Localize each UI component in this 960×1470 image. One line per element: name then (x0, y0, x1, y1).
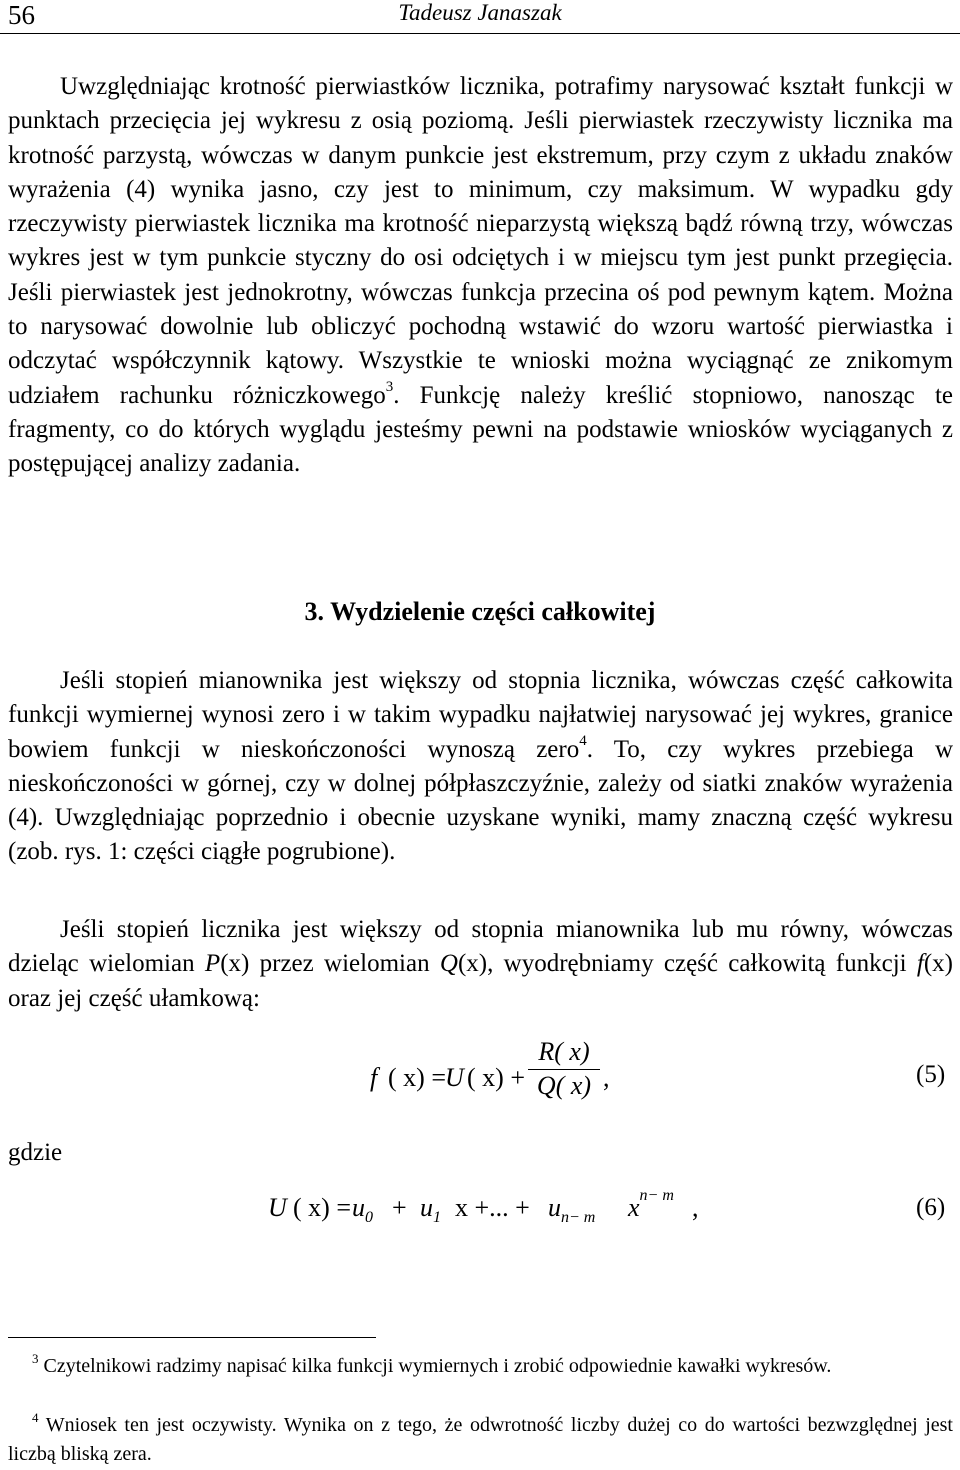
eq5-fraction (528, 1038, 600, 1100)
eq5-lhs-arg: ( x) = (388, 1063, 446, 1092)
section-heading: 3. Wydzielenie części całkowitej (304, 597, 656, 626)
eq5-U-arg: ( x) + (467, 1063, 525, 1092)
footnote-3-mark: 3 (32, 1351, 39, 1366)
eq6-sub-1: 1 (433, 1209, 441, 1226)
page-header (0, 0, 960, 36)
footnote-rule (8, 1337, 376, 1338)
paragraph-3-text-c: , wyodrębniamy część całkowitą funkcji (487, 950, 917, 978)
eq6-x-letter: x (628, 1193, 640, 1222)
symbol-x-3: (x) (923, 950, 953, 978)
eq5-number: (5) (916, 1061, 946, 1088)
eq6-u1 (420, 1193, 441, 1227)
paragraph-3 (8, 913, 953, 1016)
paragraph-1-text: Uwzględniając krotność pierwiastków licznika, potrafimy narysować kształt funkcji w punktach przecięcia jej wykresu z osią poziomą. Jeśli pierwiastek rzeczywisty licznika ma krotność parzystą, wówczas w danym punkcie jest ekstremum, przy czym z układu znaków wyrażenia (4) wynika jasno, czy jest to minimum, czy maksimum. W wypadku gdy rzeczywisty pierwiastek licznika ma krotność nieparzystą większą bądź równą trzy, wówczas wykres jest w tym punkcie styczny do osi odciętych i w miejscu tym jest punkt przegięcia. Jeśli pierwiastek jest jednokrotny, wówczas funkcja przecina oś pod pewnym kątem. Można to narysować dowolnie lub obliczyć pochodną wstawić do wzoru wartość pierwiastka i odczytać współczynnik kątowy. Wszystkie te wnioski można wyciągnąć ze znikomym udziałem rachunku różniczkowego (8, 73, 953, 409)
symbol-x-2: (x) (457, 950, 488, 978)
footnote-4-text: Wniosek ten jest oczywisty. Wynika on z tego, że odwrotność liczby dużej co do wartości bezwzględnej jest liczbą bliską zera. (8, 1414, 953, 1465)
symbol-Q: Q (439, 950, 458, 978)
symbol-x-1: (x) (220, 950, 250, 978)
eq6-un-letter: u (548, 1193, 561, 1222)
footnote-4-mark: 4 (32, 1410, 39, 1425)
footnote-3-text: Czytelnikowi radzimy napisać kilka funkcji wymiernych i zrobić odpowiednie kawałki wykresów. (43, 1355, 832, 1377)
paragraph-3-text-d: oraz jej część ułamkową: (8, 984, 260, 1012)
footnote-4 (8, 1411, 953, 1469)
eq6-u1-letter: u (420, 1193, 433, 1222)
running-head: Tadeusz Janaszak (398, 0, 562, 25)
paragraph-3-text-a: Jeśli stopień licznika jest większy od stopnia mianownika lub mu równy, wówczas dzieląc wielomian (8, 916, 953, 978)
paragraph-1 (8, 70, 953, 482)
eq6-sub-nm: n− m (561, 1209, 596, 1226)
paragraph-3-text-b: przez wielomian (249, 950, 440, 978)
eq5-fraction-bar (528, 1069, 600, 1070)
paragraph-2-end: . To, czy wykres przebiega w nieskończoności w górnej, czy w dolnej półpłaszczyźnie, zależy od siatki znaków wyrażenia (4). Uwzględniając poprzednio i obecnie uzyskane wyniki, mamy znaczną część wykresu (zob. rys. 1: części ciągłe pogrubione). (8, 735, 954, 866)
header-rule (0, 33, 960, 34)
eq6-plus: + (392, 1193, 407, 1222)
paragraph-1-end: . Funkcję należy kreślić stopniowo, nanosząc te fragmenty, co do których wyglądu jesteśmy pewni na podstawie wniosków wyciąganych z postępującej analizy zadania. (8, 381, 953, 478)
eq6-sub-0: 0 (365, 1209, 373, 1226)
eq5-U: U (445, 1063, 464, 1092)
eq6-x-power (628, 1187, 674, 1227)
eq6-sup-nm: n− m (639, 1187, 674, 1204)
eq5-denominator: Q( x) (536, 1071, 592, 1100)
footnote-ref-4: 4 (579, 732, 587, 749)
eq6-U: U (268, 1193, 287, 1222)
eq6-number: (6) (916, 1194, 946, 1221)
footnote-ref-3: 3 (385, 378, 394, 395)
eq6-comma: , (692, 1193, 699, 1222)
eq6-u0 (352, 1193, 373, 1227)
eq5-comma: , (603, 1063, 610, 1092)
eq6-x-ellipsis: x +... + (455, 1193, 530, 1222)
paragraph-2-text: Jeśli stopień mianownika jest większy od stopnia licznika, wówczas część całkowita funkcji wymiernej wynosi zero i w takim wypadku najłatwiej narysować jej wykres, granice bowiem funkcji w nieskończoności wynoszą zero (8, 667, 953, 763)
eq6-arg: ( x) = (293, 1193, 351, 1222)
eq5-f: f (370, 1063, 378, 1092)
page-number: 56 (8, 0, 35, 30)
symbol-f: f (916, 950, 924, 978)
footnote-3 (8, 1352, 953, 1381)
eq6-un (548, 1193, 595, 1227)
symbol-P: P (204, 950, 221, 978)
gdzie-label: gdzie (8, 1139, 63, 1166)
paragraph-2 (8, 664, 953, 870)
eq6-u0-letter: u (352, 1193, 365, 1222)
eq5-numerator: R( x) (538, 1037, 590, 1066)
